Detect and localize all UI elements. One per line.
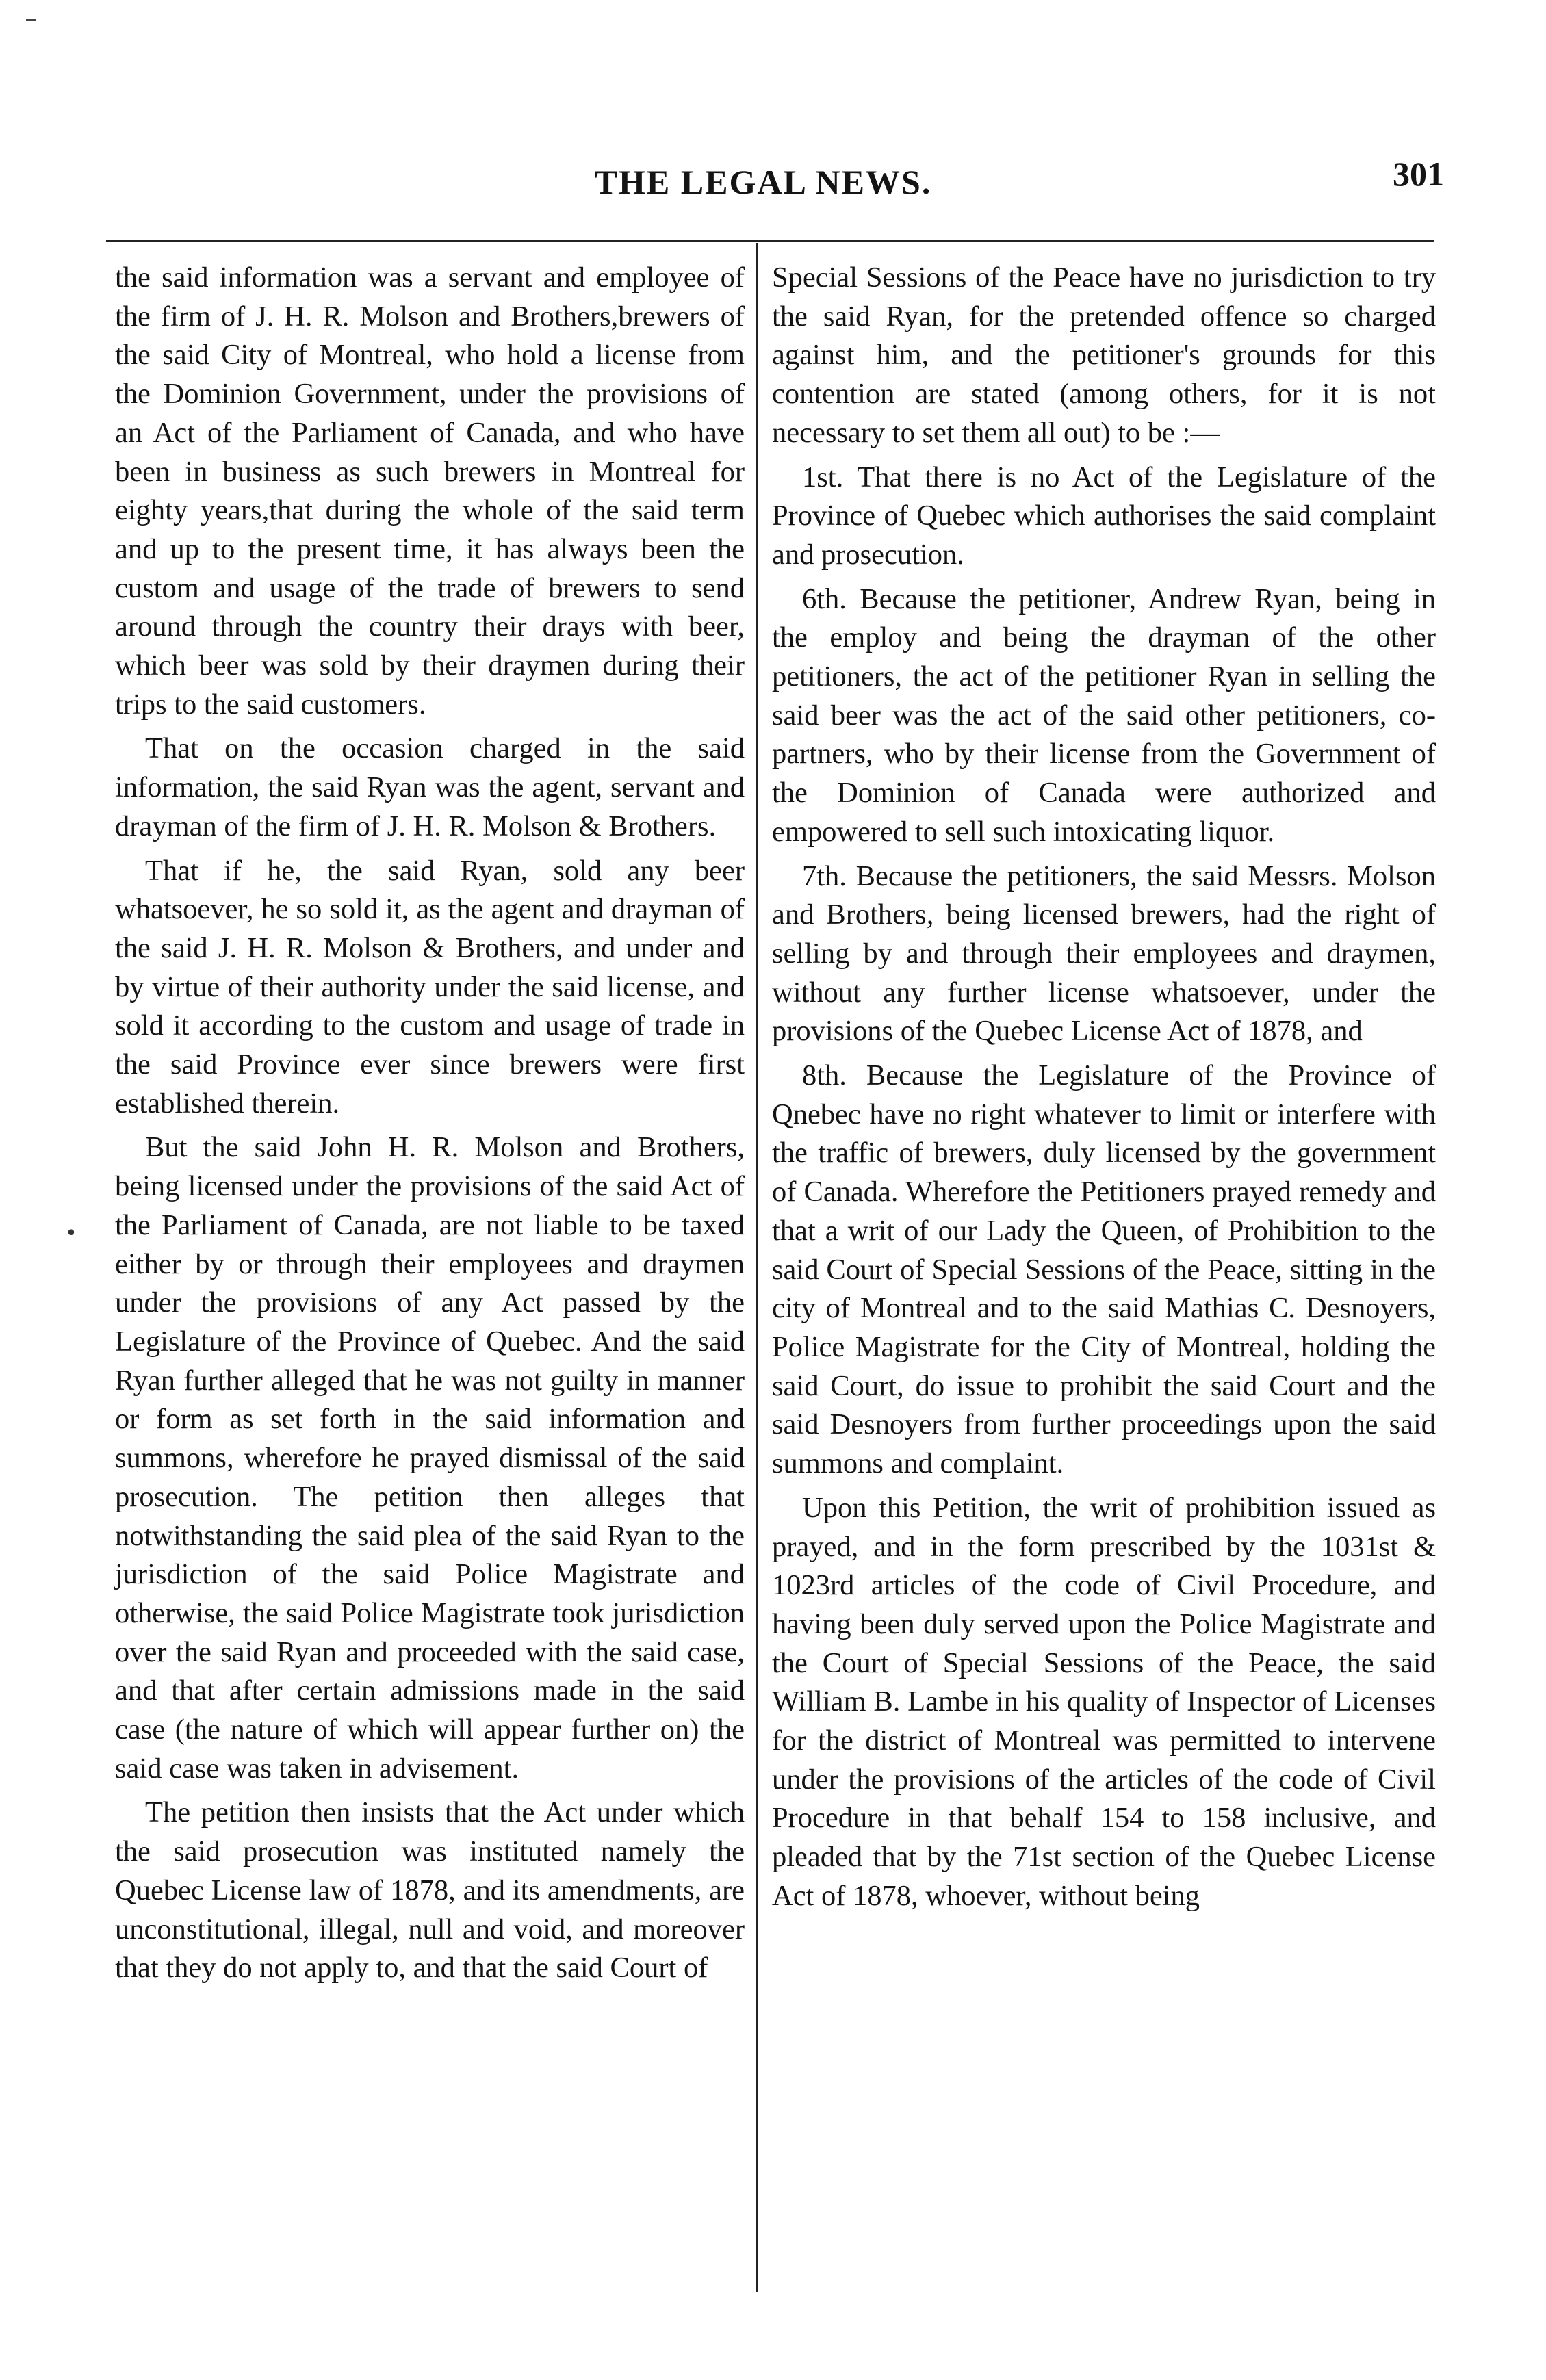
paragraph: 8th. Because the Legislature of the Province of Qnebec have no right whatever to limit or interfere with the traffic of brewers, duly licensed by the government of Canada. Wherefore the Petitioners prayed remedy and that a writ of our Lady the Queen, of Prohibition to the said Court of Special Sessions of the Peace, sitting in the city of Montreal and to the said Mathias C. Desnoyers, Police Magistrate for the City of Montreal, holding the said Court, do issue to prohibit the said Court and the said Desnoyers from further proceedings upon the said summons and complaint.: [772, 1059, 1436, 1480]
paragraph: Upon this Petition, the writ of prohibition issued as prayed, and in the form prescribed by the 1031st & 1023rd articles of the code of Civil Procedure, and having been duly served upon the Police Magistrate and the Court of Special Sessions of the Peace, the said William B. Lambe in his quality of Inspector of Licenses for the district of Montreal was permitted to intervene under the provisions of the articles of the code of Civil Procedure in that behalf 154 to 158 inclusive, and pleaded that by the 71st section of the Quebec License Act of 1878, whoever, without being: [772, 1491, 1436, 1912]
paragraph: the said information was a servant and employee of the firm of J. H. R. Molson and Brothers,brewers of the said City of Montreal, who hold a license from the Dominion Government, under the provisions of an Act of the Parliament of Canada, and who have been in business as such brewers in Montreal for eighty years,that during the whole of the said term and up to the present time, it has always been the custom and usage of the trade of brewers to send around through the country their drays with beer, which beer was sold by their draymen during their trips to the said customers.: [115, 261, 745, 721]
paragraph: 6th. Because the petitioner, Andrew Ryan, being in the employ and being the drayman of the other petitioners, the act of the petitioner Ryan in selling the said beer was the act of the said other petitioners, co-partners, who by their license from the Government of the Dominion of Canada were authorized and empowered to sell such intoxicating liquor.: [772, 582, 1436, 848]
right-column: [772, 259, 1436, 1916]
page-header: [103, 154, 1444, 216]
running-title: THE LEGAL NEWS.: [594, 163, 932, 201]
scan-mark: [26, 19, 36, 21]
column-divider: [756, 243, 758, 2292]
paragraph: But the said John H. R. Molson and Brothers, being licensed under the provisions of the said Act of the Parliament of Canada, are not liable to be taxed either by or through their employees and draymen under the provisions of any Act passed by the Legislature of the Province of Quebec. And the said Ryan further alleged that he was not guilty in manner or form as set forth in the said information and summons, wherefore he prayed dismissal of the said prosecution. The petition then alleges that notwithstanding the said plea of the said Ryan to the jurisdiction of the said Police Magistrate and otherwise, the said Police Magistrate took jurisdiction over the said Ryan and proceeded with the said case, and that after certain admissions made in the said case (the nature of which will appear further on) the said case was taken in advisement.: [115, 1131, 745, 1785]
header-rule: [106, 240, 1434, 242]
paragraph: The petition then insists that the Act under which the said prosecution was instituted namely the Quebec License law of 1878, and its amendments, are unconstitutional, illegal, null and void, and moreover that they do not apply to, and that the said Court of: [115, 1796, 745, 1984]
paragraph: That on the occasion charged in the said information, the said Ryan was the agent, servant and drayman of the firm of J. H. R. Molson & Brothers.: [115, 732, 745, 842]
paragraph: That if he, the said Ryan, sold any beer whatsoever, he so sold it, as the agent and drayman of the said J. H. R. Molson & Brothers, and under and by virtue of their authority under the said license, and sold it according to the custom and usage of trade in the said Province ever since brewers were first established therein.: [115, 854, 745, 1120]
paragraph: 7th. Because the petitioners, the said Messrs. Molson and Brothers, being licensed brewers, had the right of selling by and through their employees and draymen, without any further license whatsoever, under the provisions of the Quebec License Act of 1878, and: [772, 859, 1436, 1048]
paragraph: Special Sessions of the Peace have no jurisdiction to try the said Ryan, for the pretended offence so charged against him, and the petitioner's grounds for this contention are stated (among others, for it is not necessary to set them all out) to be :—: [772, 261, 1436, 449]
left-column: [115, 259, 745, 1988]
margin-mark: •: [65, 1221, 77, 1245]
page-number: 301: [1393, 155, 1444, 193]
paragraph: 1st. That there is no Act of the Legislature of the Province of Quebec which authorises the said complaint and prosecution.: [772, 461, 1436, 571]
